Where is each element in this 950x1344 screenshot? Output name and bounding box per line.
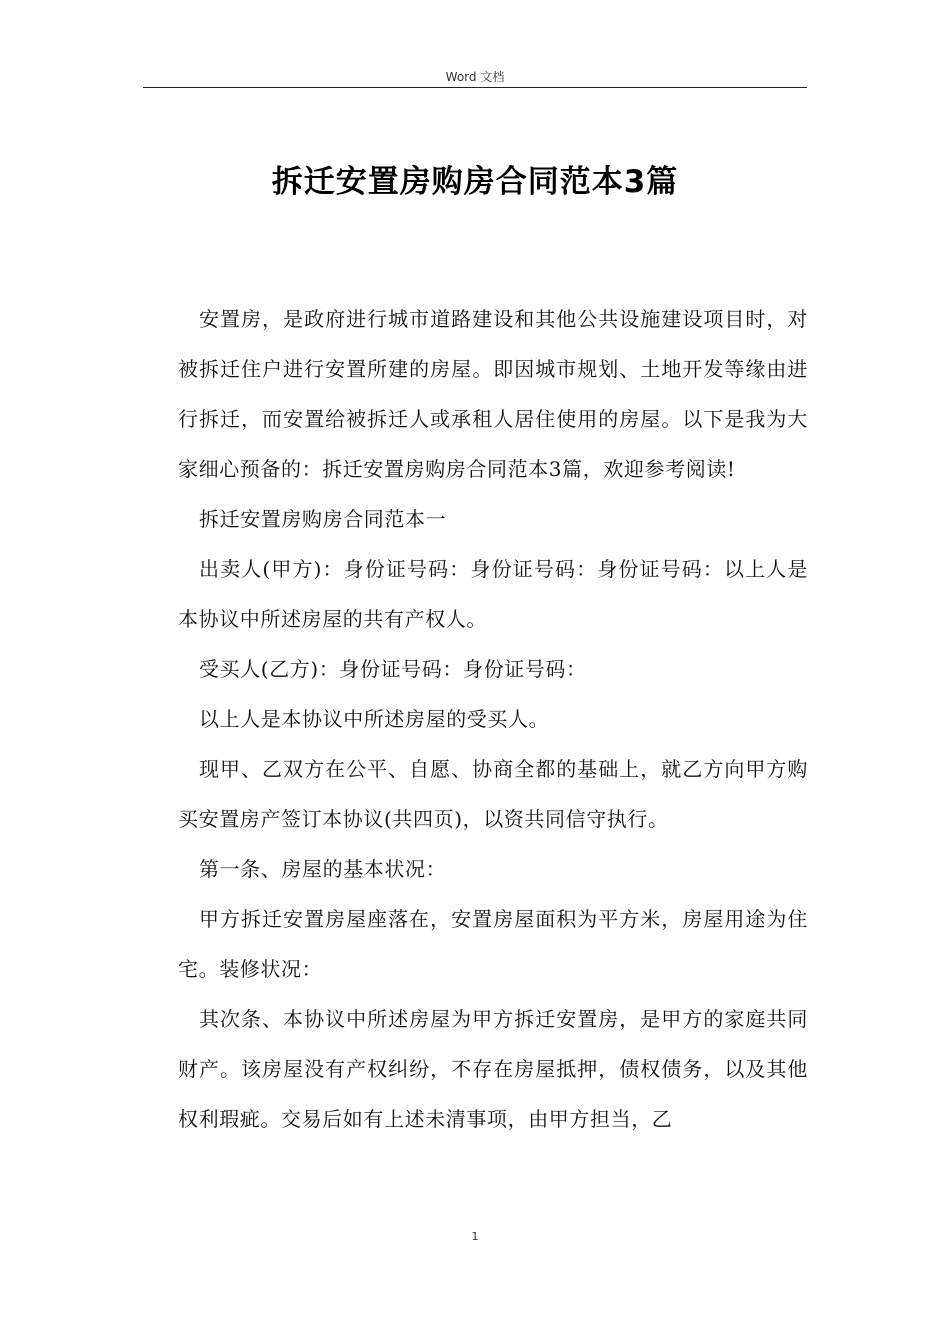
paragraph-intro: 安置房，是政府进行城市道路建设和其他公共设施建设项目时，对被拆迁住户进行安置所建的房屋。即因城市规划、土地开发等缘由进行拆迁，而安置给被拆迁人或承租人居住使用的房屋。以下是我为大家细心预备的：拆迁安置房购房合同范本3篇，欢迎参考阅读!	[178, 307, 808, 481]
paragraph-agreement-basis: 现甲、乙双方在公平、自愿、协商全都的基础上，就乙方向甲方购买安置房产签订本协议(共四页)，以资共同信守执行。	[178, 757, 808, 831]
paragraph-buyer-note: 以上人是本协议中所述房屋的受买人。	[199, 707, 550, 731]
document-body	[178, 294, 808, 1144]
paragraph-article-two: 其次条、本协议中所述房屋为甲方拆迁安置房，是甲方的家庭共同财产。该房屋没有产权纠纷，不存在房屋抵押，债权债务，以及其他权利瑕疵。交易后如有上述未清事项，由甲方担当，乙	[178, 1007, 808, 1131]
paragraph-buyer: 受买人(乙方)：身份证号码：身份证号码：	[199, 657, 587, 681]
page-number: 1	[471, 1230, 479, 1243]
paragraph-seller: 出卖人(甲方)：身份证号码：身份证号码：身份证号码：以上人是本协议中所述房屋的共有产权人。	[178, 557, 808, 631]
document-title: 拆迁安置房购房合同范本3篇	[271, 164, 679, 200]
header-divider	[143, 87, 807, 88]
page-header-label: Word 文档	[445, 70, 505, 84]
paragraph-article-one-body: 甲方拆迁安置房屋座落在，安置房屋面积为平方米，房屋用途为住宅。装修状况：	[178, 907, 808, 981]
paragraph-section-heading: 拆迁安置房购房合同范本一	[199, 507, 447, 531]
paragraph-article-one-heading: 第一条、房屋的基本状况：	[199, 857, 447, 881]
